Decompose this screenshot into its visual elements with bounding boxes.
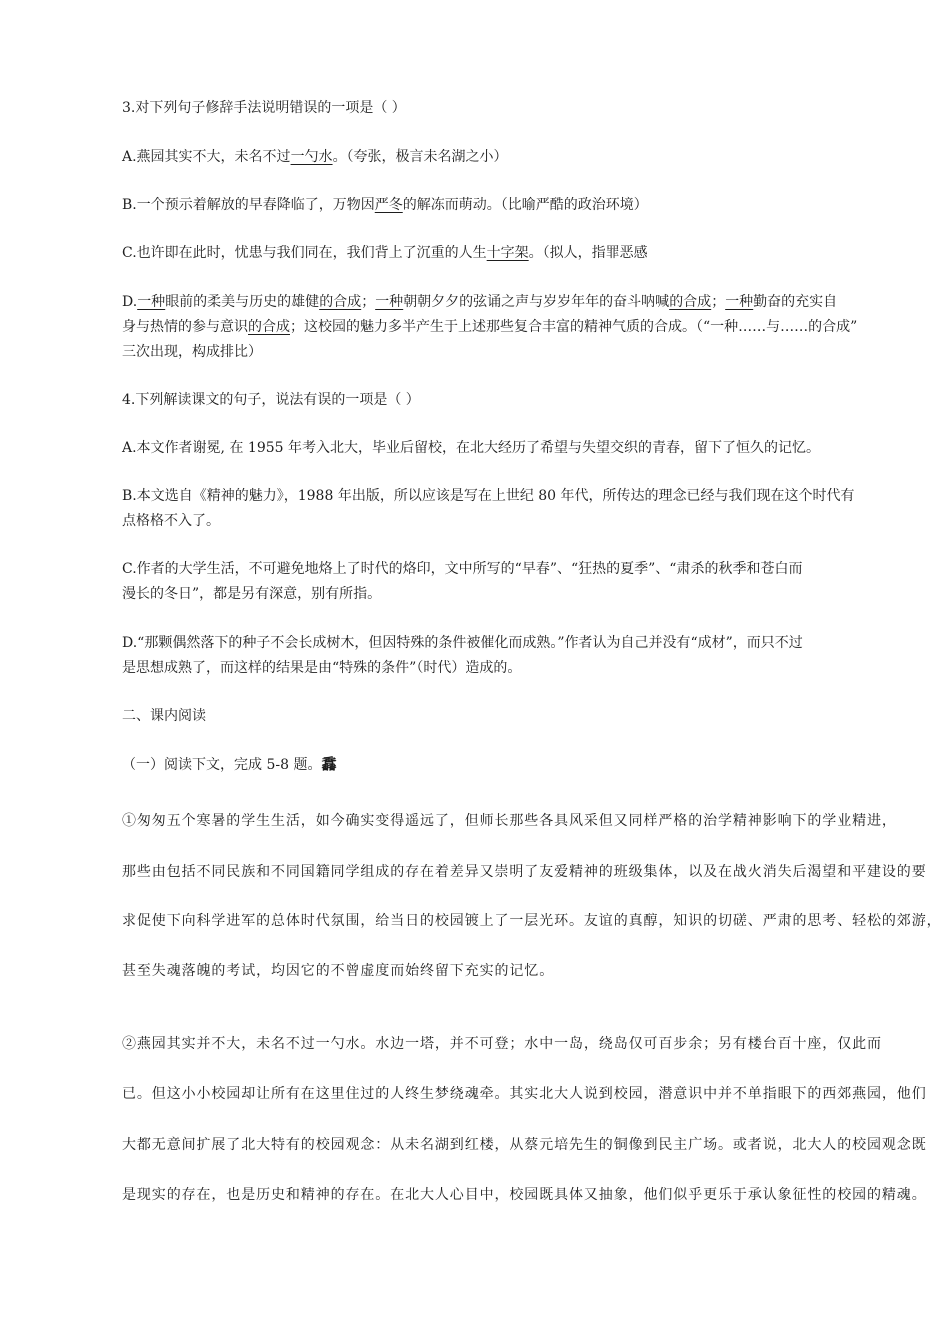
underlined-text: 的合成 (669, 294, 712, 310)
question-4-option-b-line-1: B.本文选自《精神的魅力》，1988 年出版，所以应该是写在上世纪 80 年代，所传达的理念已经与我们现在这个时代有 (122, 488, 855, 504)
question-4-option-a: A.本文作者谢冕, 在 1955 年考入北大，毕业后留校，在北大经历了希望与失望交织的青春，留下了恒久的记忆。 (122, 440, 820, 456)
text-span: ； (711, 294, 726, 310)
text-span: 。（夸张，极言未名湖之小） (332, 149, 508, 165)
text-span: 身与热情的参与意识 (122, 319, 248, 335)
question-4-option-d-line-2: 是思想成熟了，而这样的结果是由“特殊的条件”（时代）造成的。 (122, 660, 522, 676)
question-3-option-d-line-2 (122, 317, 857, 337)
question-4-option-c-line-1: C.作者的大学生活，不可避免地烙上了时代的烙印，文中所写的“早春”、“狂热的夏季”、“肃杀的秋季和苍白而 (122, 561, 803, 577)
passage-p2-line-3: 大都无意间扩展了北大特有的校园观念：从未名湖到红楼，从蔡元培先生的铜像到民主广场。或者说，北大人的校园观念既 (122, 1137, 927, 1153)
text-span: A.燕园其实不大，未名不过 (122, 149, 291, 165)
text-span: 。（拟人，指罪恶感 (528, 245, 648, 261)
passage-p1-line-2: 那些由包括不同民族和不同国籍同学组成的存在着差异又崇明了友爱精神的班级集体，以及在战火消失后渴望和平建设的要 (122, 864, 927, 880)
question-3-option-c (122, 243, 648, 263)
question-3-option-a (122, 147, 508, 167)
text-span: 的解冻而萌动。（比喻严酷的政治环境） (402, 197, 648, 213)
text-span: （一）阅读下文，完成 5-8 题。 (122, 757, 322, 773)
underlined-text: 的合成 (248, 319, 290, 335)
text-span: 勤奋的充实自 (753, 294, 838, 310)
question-3-stem: 3.对下列句子修辞手法说明错误的一项是（ ） (122, 100, 406, 116)
underlined-text: 一勺水 (290, 149, 333, 165)
text-span: 眼前的柔美与历史的雄健 (165, 294, 320, 310)
underlined-text: 一种 (725, 294, 754, 310)
passage-p2-line-4: 是现实的存在，也是历史和精神的存在。在北大人心目中，校园既具体又抽象，他们似乎更乐于承认象征性的校园的精魂。 (122, 1187, 927, 1203)
text-span: D. (122, 294, 138, 310)
question-4-stem: 4.下列解读课文的句子，说法有误的一项是（ ） (122, 392, 420, 408)
text-span: ； (361, 294, 376, 310)
text-span: B.一个预示着解放的早春降临了，万物因 (122, 197, 375, 213)
text-span: ；这校园的魅力多半产生于上述那些复合丰富的精神气质的合成。（“一种……与……的合成” (290, 319, 858, 335)
question-4-option-b-line-2: 点格格不入了。 (122, 513, 220, 529)
question-3-option-d-line-3: 三次出现，构成排比） (122, 344, 262, 360)
underlined-text: 一种 (137, 294, 166, 310)
stray-glyph: 馫 (321, 755, 337, 773)
passage-p1-line-3: 求促使下向科学进军的总体时代氛围，给当日的校园镀上了一层光环。友谊的真醇，知识的切磋、严肃的思考、轻松的郊游， (122, 913, 942, 929)
passage-p1-line-4: 甚至失魂落魄的考试，均因它的不曾虚度而始终留下充实的记忆。 (122, 963, 555, 979)
underlined-text: 十字架 (486, 245, 529, 261)
underlined-text: 严冬 (374, 197, 403, 213)
question-3-option-d-line-1 (122, 292, 837, 312)
passage-p2-line-1: ②燕园其实并不大，未名不过一勺水。水边一塔，并不可登；水中一岛，绕岛仅可百步余；另有楼台百十座，仅此而 (122, 1036, 882, 1052)
section-2-subheading (122, 754, 336, 775)
underlined-text: 的合成 (319, 294, 362, 310)
question-4-option-c-line-2: 漫长的冬日”，都是另有深意，别有所指。 (122, 586, 382, 602)
underlined-text: 一种 (375, 294, 404, 310)
passage-p1-line-1: ①匆匆五个寒暑的学生生活，如今确实变得遥远了，但师长那些各具风采但又同样严格的治学精神影响下的学业精进， (122, 813, 897, 829)
question-3-option-b (122, 195, 648, 215)
question-4-option-d-line-1: D.“那颗偶然落下的种子不会长成树木，但因特殊的条件被催化而成熟。”作者认为自己并没有“成材”，而只不过 (122, 635, 803, 651)
section-2-heading: 二、课内阅读 (122, 708, 206, 724)
passage-p2-line-2: 已。但这小小校园却让所有在这里住过的人终生梦绕魂牵。其实北大人说到校园，潜意识中并不单指眼下的西郊燕园，他们 (122, 1086, 927, 1102)
text-span: 朝朝夕夕的弦诵之声与岁岁年年的奋斗呐喊 (403, 294, 670, 310)
text-span: C.也许即在此时，忧患与我们同在，我们背上了沉重的人生 (122, 245, 487, 261)
